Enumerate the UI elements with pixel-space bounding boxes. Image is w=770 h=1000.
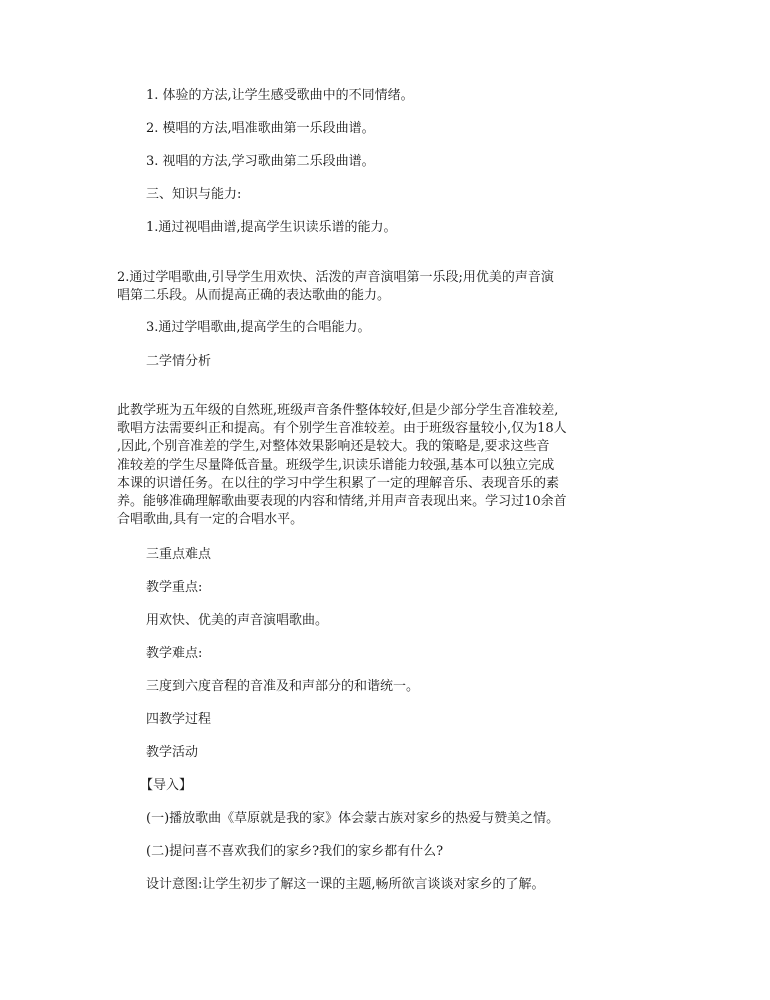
analysis-line-6: 养。能够准确理解歌曲要表现的内容和情绪,并用声音表现出来。学习过10余首 (117, 494, 567, 510)
knowledge-item-1: 1.通过视唱曲谱,提高学生识读乐谱的能力。 (146, 220, 397, 235)
analysis-heading: 二学情分析 (146, 354, 212, 369)
difficulty-label: 教学难点: (146, 646, 203, 661)
knowledge-item-2-line-1: 2.通过学唱歌曲,引导学生用欢快、活泼的声音演唱第一乐段;用优美的声音演 (117, 270, 554, 285)
method-item-1: 1. 体验的方法,让学生感受歌曲中的不同情绪。 (146, 88, 414, 103)
method-item-3: 3. 视唱的方法,学习歌曲第二乐段曲谱。 (146, 154, 375, 169)
method-item-2: 2. 模唱的方法,唱准歌曲第一乐段曲谱。 (146, 121, 375, 136)
knowledge-heading: 三、知识与能力: (146, 187, 242, 202)
difficulty-text: 三度到六度音程的音准及和声部分的和谐统一。 (146, 679, 420, 694)
analysis-line-2: 歌唱方法需要纠正和提高。有个别学生音准较差。由于班级容量较小,仅为18人 (117, 421, 567, 437)
key-point-text: 用欢快、优美的声音演唱歌曲。 (146, 613, 329, 628)
intro-heading: 【导入】 (140, 778, 193, 793)
knowledge-item-2-line-2: 唱第二乐段。从而提高正确的表达歌曲的能力。 (117, 288, 391, 304)
process-heading: 四教学过程 (146, 712, 212, 727)
analysis-paragraph (117, 402, 657, 529)
knowledge-item-2 (117, 269, 657, 305)
intro-item-2: (二)提问喜不喜欢我们的家乡?我们的家乡都有什么? (146, 844, 444, 859)
analysis-line-5: 本课的识谱任务。在以往的学习中学生积累了一定的理解音乐、表现音乐的素 (117, 475, 560, 491)
design-intent: 设计意图:让学生初步了解这一课的主题,畅所欲言谈谈对家乡的了解。 (146, 877, 545, 892)
activity-heading: 教学活动 (146, 745, 199, 760)
analysis-line-4: 准较差的学生尽量降低音量。班级学生,识读乐谱能力较强,基本可以独立完成 (117, 457, 555, 473)
analysis-line-3: ,因此,个别音准差的学生,对整体效果影响还是较大。我的策略是,要求这些音 (117, 439, 550, 455)
key-heading: 三重点难点 (146, 547, 212, 562)
analysis-line-1: 此教学班为五年级的自然班,班级声音条件整体较好,但是少部分学生音准较差, (117, 403, 559, 418)
knowledge-item-3: 3.通过学唱歌曲,提高学生的合唱能力。 (146, 320, 371, 335)
key-point-label: 教学重点: (146, 580, 203, 595)
intro-item-1: (一)播放歌曲《草原就是我的家》体会蒙古族对家乡的热爱与赞美之情。 (146, 811, 560, 826)
analysis-line-7: 合唱歌曲,具有一定的合唱水平。 (117, 512, 304, 528)
